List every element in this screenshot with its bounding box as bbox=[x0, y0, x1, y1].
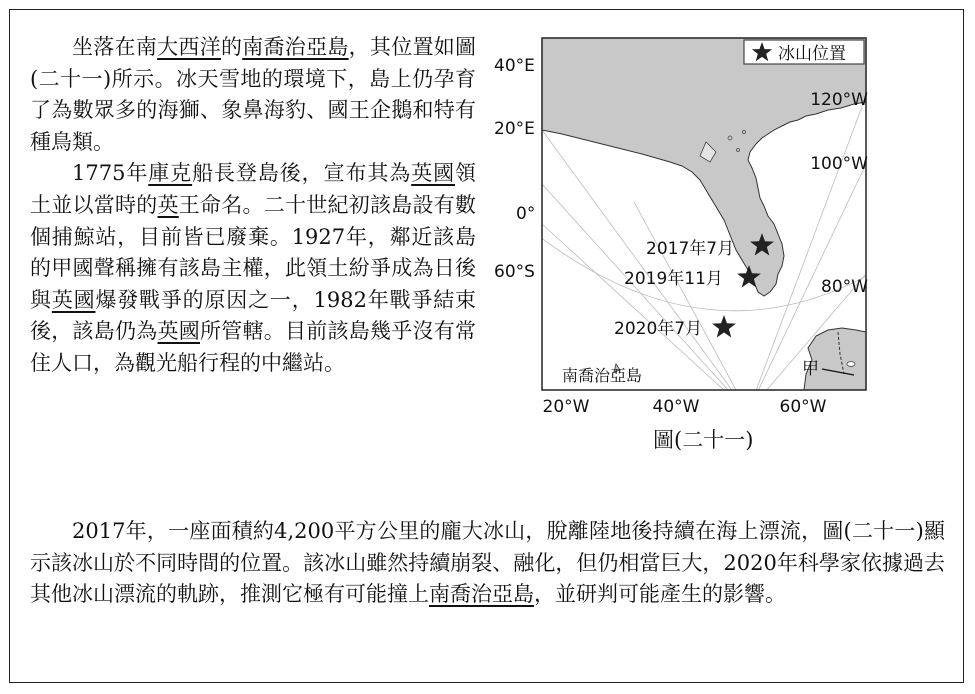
paragraph-3 bbox=[30, 516, 945, 611]
place-name: 南喬治亞島 bbox=[429, 582, 534, 607]
axis-label-100w: 100°W bbox=[810, 154, 868, 174]
place-name: 英 bbox=[157, 192, 179, 217]
axis-label-40e: 40°E bbox=[494, 56, 535, 76]
place-name: 大西洋 bbox=[157, 35, 221, 59]
axis-label-40w: 40°W bbox=[652, 397, 700, 417]
text: 王命名。二十世紀初該島設有數個捕鯨站，目前皆已廢棄。1927年，鄰近該島的甲國聲稱擁有該島主權，此領土紛爭成為日後與 bbox=[30, 192, 476, 312]
person-name: 庫克 bbox=[148, 161, 193, 186]
text: 坐落在南 bbox=[72, 35, 158, 59]
text-column-bottom bbox=[30, 516, 945, 611]
iceberg-label-2020: 2020年7月 bbox=[614, 319, 703, 339]
text-column-left bbox=[30, 32, 476, 380]
iceberg-label-2017: 2017年7月 bbox=[646, 239, 735, 259]
text: 領土並以當時的 bbox=[30, 161, 477, 217]
axis-label-0: 0° bbox=[516, 204, 536, 224]
axis-label-20w: 20°W bbox=[542, 397, 590, 417]
text: ，並研判可能產生的影響。 bbox=[534, 582, 786, 607]
text: 船長登島後，宣布其為 bbox=[192, 161, 412, 186]
axis-label-80w: 80°W bbox=[821, 277, 868, 297]
place-name: 南喬治亞島 bbox=[242, 35, 349, 59]
axis-label-20e: 20°E bbox=[494, 119, 535, 139]
text: ，其位置如圖(二十一)所示。冰天雪地的環境下，島上仍孕育了為數眾多的海獅、象鼻海豹、國王企鵝和特有種鳥類。 bbox=[30, 35, 477, 154]
axis-label-120w: 120°W bbox=[810, 90, 868, 110]
iceberg-label-2019: 2019年11月 bbox=[624, 269, 723, 289]
axis-label-60w: 60°W bbox=[779, 397, 827, 417]
paragraph-2 bbox=[30, 158, 476, 379]
place-name: 英國 bbox=[157, 319, 200, 344]
island-label: 南喬治亞島 bbox=[562, 366, 643, 385]
country-label: 甲 bbox=[802, 359, 819, 379]
text: 所管轄。目前該島幾乎沒有常住人口，為觀光船行程的中繼站。 bbox=[30, 319, 476, 375]
text: 1775年 bbox=[72, 161, 149, 186]
islet bbox=[847, 362, 855, 367]
text: 的 bbox=[220, 35, 243, 59]
paragraph-1 bbox=[30, 32, 476, 158]
axis-label-60s: 60°S bbox=[494, 262, 535, 282]
iceberg-map bbox=[486, 34, 870, 424]
place-name: 英國 bbox=[411, 161, 456, 186]
text: 2017年，一座面積約4,200平方公里的龐大冰山，脫離陸地後持續在海上漂流，圖(二十一)顯示該冰山於不同時間的位置。該冰山雖然持續崩裂、融化，但仍相當巨大，2020年科學家依據過去其他冰山漂流的軌跡，推測它極有可能撞上 bbox=[30, 519, 945, 607]
figure-caption: 圖(二十一) bbox=[653, 428, 754, 452]
legend-label: 冰山位置 bbox=[778, 44, 846, 64]
place-name: 英國 bbox=[51, 287, 96, 312]
text: 爆發戰爭的原因之一，1982年戰爭結束後，該島仍為 bbox=[30, 287, 477, 344]
